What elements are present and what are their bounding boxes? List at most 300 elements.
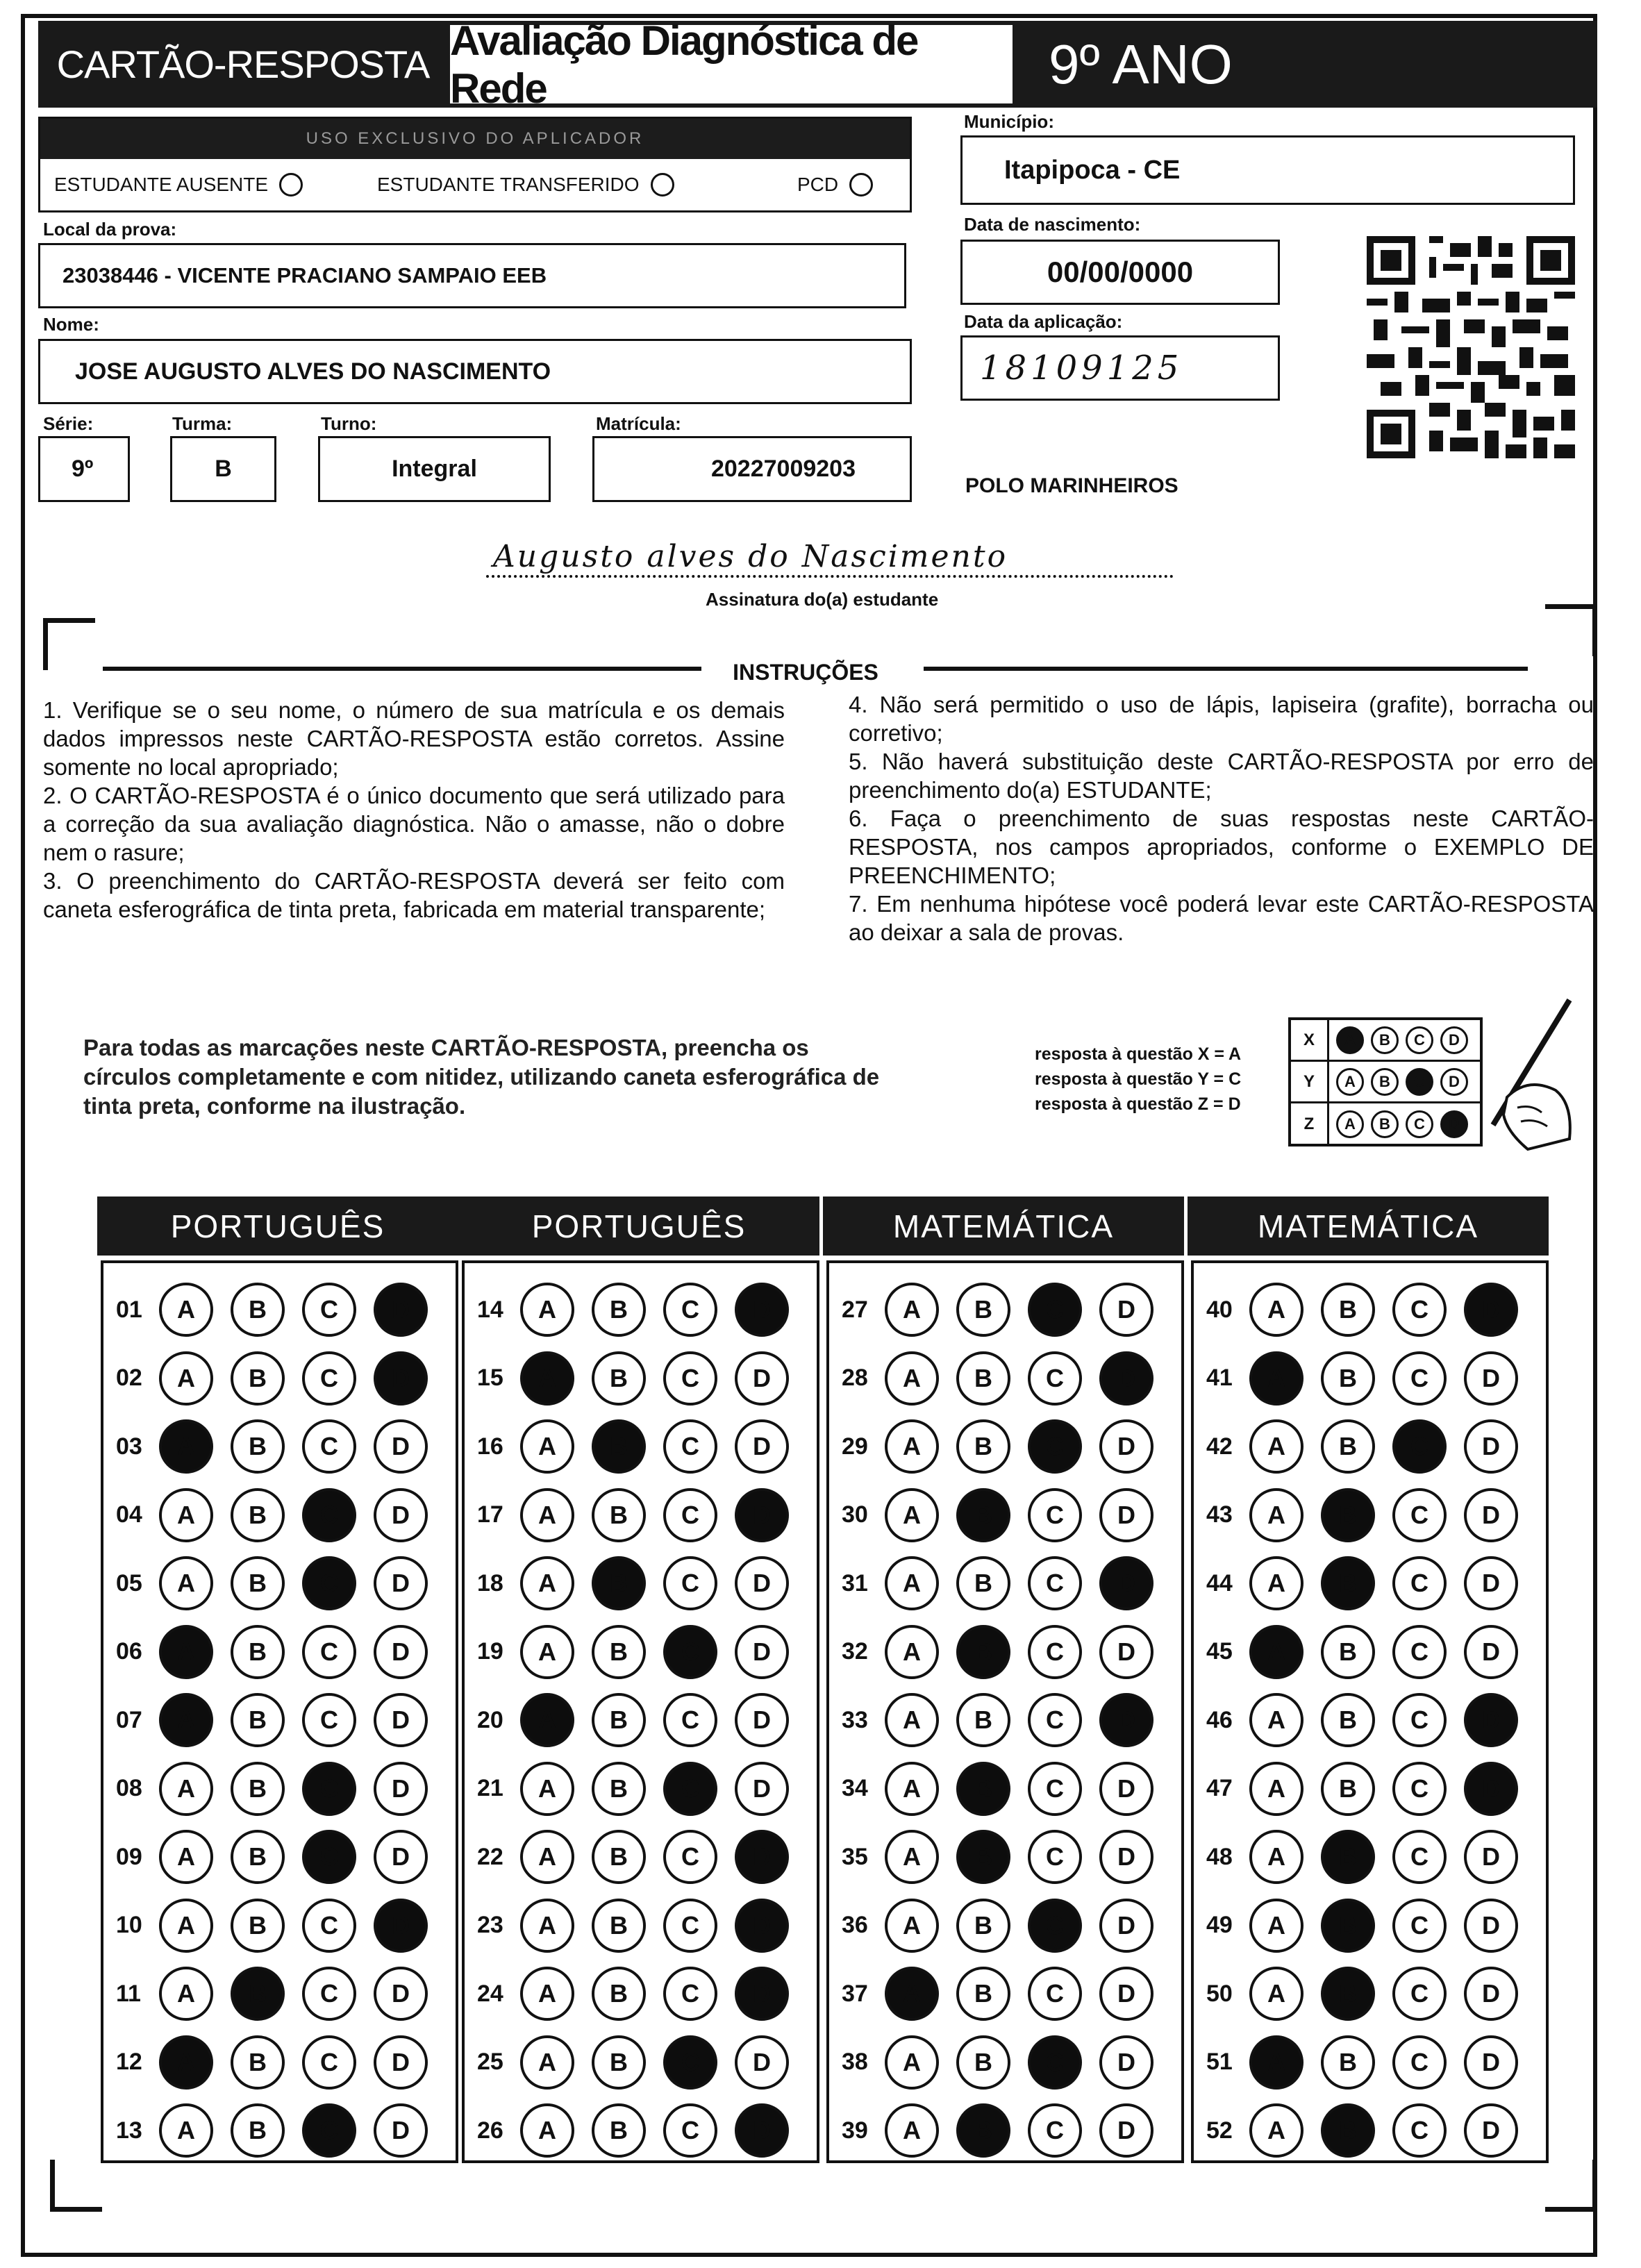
answer-bubble-b[interactable]: B: [956, 2035, 1010, 2090]
answer-bubble-c[interactable]: C: [1392, 1488, 1447, 1542]
answer-bubble-b[interactable]: B: [231, 1830, 285, 1884]
answer-bubble-c[interactable]: C: [302, 2035, 356, 2090]
answer-bubble-d[interactable]: D: [1464, 1625, 1518, 1679]
pcd-option[interactable]: [797, 173, 873, 197]
answer-bubble-b[interactable]: B: [231, 1967, 285, 2021]
question-row: [1194, 2099, 1546, 2162]
answer-bubble-a[interactable]: A: [520, 1830, 574, 1884]
answer-bubble-b[interactable]: B: [956, 1967, 1010, 2021]
answer-bubble-c[interactable]: C: [663, 2103, 717, 2158]
answer-bubble-a[interactable]: A: [1249, 1625, 1303, 1679]
answer-bubble-a[interactable]: A: [1249, 1693, 1303, 1747]
question-number: 20: [477, 1706, 503, 1733]
answer-bubble-c[interactable]: C: [302, 1899, 356, 1953]
answer-bubble-c[interactable]: C: [1028, 1693, 1082, 1747]
answer-bubble-a[interactable]: A: [885, 1488, 939, 1542]
answer-bubble-c[interactable]: C: [1392, 1693, 1447, 1747]
answer-bubble-c[interactable]: C: [663, 1625, 717, 1679]
answer-bubble-a[interactable]: A: [1249, 2035, 1303, 2090]
question-row: [829, 2099, 1181, 2162]
answer-bubble-a[interactable]: A: [520, 2103, 574, 2158]
answer-bubble-a[interactable]: A: [520, 1625, 574, 1679]
pcd-label: PCD: [797, 174, 839, 195]
answer-bubble-d[interactable]: D: [374, 1899, 428, 1953]
answer-bubble-d[interactable]: D: [374, 1488, 428, 1542]
answer-bubble-b[interactable]: B: [1321, 1556, 1375, 1610]
answer-bubble-c[interactable]: C: [1392, 1762, 1447, 1816]
answer-bubble-d[interactable]: D: [1464, 1762, 1518, 1816]
answer-bubble-d[interactable]: D: [735, 1762, 789, 1816]
question-row: [465, 1689, 817, 1751]
question-row: [103, 1415, 456, 1478]
answer-bubble-d[interactable]: D: [374, 1283, 428, 1337]
answer-bubble-b[interactable]: B: [231, 2035, 285, 2090]
answer-bubble-d[interactable]: D: [374, 2103, 428, 2158]
answer-bubble-d[interactable]: D: [374, 1967, 428, 2021]
name-field: JOSE AUGUSTO ALVES DO NASCIMENTO: [38, 339, 912, 404]
answer-bubble-c[interactable]: C: [663, 2035, 717, 2090]
answer-bubble-c[interactable]: C: [663, 1899, 717, 1953]
answer-bubble-b[interactable]: B: [592, 1693, 646, 1747]
answer-bubble-a[interactable]: A: [1249, 1830, 1303, 1884]
instruction-1: 1. Verifique se o seu nome, o número de sua matrícula e os demais dados impressos neste CARTÃO-RESPOSTA estão corretos. Assine somente no local apropriado;: [43, 697, 785, 780]
answer-bubble-c[interactable]: C: [302, 1830, 356, 1884]
answer-bubble-d[interactable]: D: [735, 1967, 789, 2021]
answer-bubble-b[interactable]: B: [1321, 1488, 1375, 1542]
answer-bubble-b[interactable]: B: [231, 1351, 285, 1406]
answer-bubble-c[interactable]: C: [302, 1762, 356, 1816]
question-number: 41: [1206, 1365, 1233, 1391]
answer-bubble-d[interactable]: D: [1099, 1351, 1153, 1406]
question-number: 31: [842, 1569, 868, 1596]
question-row: [103, 1278, 456, 1341]
instruction-6: 6. Faça o preenchimento de suas respostas neste CARTÃO-RESPOSTA, nos campos apropriados, conforme o EXEMPLO DE PREENCHIMENTO;: [849, 806, 1594, 888]
question-row: [103, 1962, 456, 2025]
question-number: 46: [1206, 1706, 1233, 1733]
answer-bubble-c[interactable]: C: [302, 1556, 356, 1610]
answer-bubble-b[interactable]: B: [231, 1625, 285, 1679]
answer-bubble-c[interactable]: C: [302, 1351, 356, 1406]
answer-bubble-d[interactable]: D: [735, 2103, 789, 2158]
answer-bubble-b[interactable]: B: [1321, 1351, 1375, 1406]
answer-bubble-a[interactable]: A: [520, 1762, 574, 1816]
answer-bubble-a[interactable]: A: [520, 1899, 574, 1953]
answer-bubble-a[interactable]: A: [520, 1283, 574, 1337]
answer-bubble-d[interactable]: D: [1099, 1693, 1153, 1747]
answer-bubble-a[interactable]: A: [885, 1625, 939, 1679]
answer-bubble-b[interactable]: B: [956, 1625, 1010, 1679]
answer-bubble-c[interactable]: C: [663, 1830, 717, 1884]
answer-bubble-b[interactable]: B: [592, 1419, 646, 1474]
answer-bubble-b[interactable]: B: [592, 1830, 646, 1884]
answer-bubble-b[interactable]: B: [1321, 1283, 1375, 1337]
answer-bubble-b[interactable]: B: [592, 1488, 646, 1542]
answer-bubble-a[interactable]: A: [885, 1693, 939, 1747]
answer-bubble-d[interactable]: D: [1464, 1351, 1518, 1406]
answer-bubble-c[interactable]: C: [302, 1283, 356, 1337]
answer-bubble-b[interactable]: B: [231, 1556, 285, 1610]
question-number: 36: [842, 1912, 868, 1938]
transferred-option[interactable]: [377, 173, 674, 197]
question-number: 27: [842, 1296, 868, 1323]
answer-bubble-a[interactable]: A: [159, 1899, 213, 1953]
answer-bubble-d[interactable]: D: [735, 1419, 789, 1474]
answer-bubble-d[interactable]: D: [1099, 2035, 1153, 2090]
answer-bubble-a[interactable]: A: [159, 1693, 213, 1747]
answer-bubble-d[interactable]: D: [374, 1419, 428, 1474]
signature-line: [486, 575, 1174, 578]
answer-bubble-b[interactable]: B: [592, 2035, 646, 2090]
question-row: [465, 2099, 817, 2162]
answer-bubble-b[interactable]: B: [1321, 1830, 1375, 1884]
question-row: [465, 1621, 817, 1683]
municipio-field: Itapipoca - CE: [960, 135, 1575, 205]
answer-bubble-c[interactable]: C: [1028, 1488, 1082, 1542]
applicator-bar: USO EXCLUSIVO DO APLICADOR: [40, 119, 910, 159]
question-row: [465, 2031, 817, 2094]
answer-bubble-c[interactable]: C: [663, 1762, 717, 1816]
question-number: 40: [1206, 1296, 1233, 1323]
answer-bubble-b[interactable]: B: [231, 1488, 285, 1542]
example-row-label: Y: [1291, 1062, 1329, 1101]
answer-bubble-a[interactable]: A: [885, 1351, 939, 1406]
answer-bubble-c[interactable]: C: [302, 1693, 356, 1747]
answer-bubble-c[interactable]: C: [663, 1556, 717, 1610]
answer-bubble-c[interactable]: C: [1028, 1830, 1082, 1884]
answer-bubble-b[interactable]: B: [592, 1283, 646, 1337]
answer-bubble-d[interactable]: D: [735, 1556, 789, 1610]
question-row: [103, 1758, 456, 1820]
answer-bubble-d[interactable]: D: [1464, 2103, 1518, 2158]
answer-bubble-b[interactable]: B: [592, 1762, 646, 1816]
answer-bubble-d[interactable]: D: [1464, 1899, 1518, 1953]
question-number: 30: [842, 1501, 868, 1528]
answer-bubble-d[interactable]: D: [1099, 1830, 1153, 1884]
answer-bubble-d[interactable]: D: [735, 2035, 789, 2090]
question-number: 34: [842, 1775, 868, 1801]
answer-bubble-a[interactable]: A: [885, 2103, 939, 2158]
answer-bubble-d[interactable]: D: [1099, 2103, 1153, 2158]
question-number: 23: [477, 1912, 503, 1938]
answer-bubble-a[interactable]: A: [1249, 1762, 1303, 1816]
answer-bubble-b[interactable]: B: [1321, 2035, 1375, 2090]
question-number: 19: [477, 1638, 503, 1665]
answer-bubble-d[interactable]: D: [1099, 1625, 1153, 1679]
instructions-title: INSTRUÇÕES: [733, 660, 878, 685]
signature-area[interactable]: [486, 539, 1174, 581]
answer-bubble-b[interactable]: B: [956, 1899, 1010, 1953]
question-row: [465, 1278, 817, 1341]
answer-bubble-c[interactable]: C: [663, 1419, 717, 1474]
answer-bubble-a[interactable]: A: [885, 1967, 939, 2021]
answer-bubble-a[interactable]: A: [885, 1762, 939, 1816]
question-row: [465, 1415, 817, 1478]
answer-bubble-b[interactable]: B: [956, 1693, 1010, 1747]
answer-bubble-a[interactable]: A: [159, 1556, 213, 1610]
answer-bubble-a[interactable]: A: [159, 1488, 213, 1542]
answer-bubble-c[interactable]: C: [1028, 1762, 1082, 1816]
municipio-label: Município:: [964, 111, 1054, 132]
answer-bubble-d[interactable]: D: [374, 1556, 428, 1610]
question-number: 48: [1206, 1843, 1233, 1870]
answer-bubble-b[interactable]: B: [956, 1351, 1010, 1406]
answer-bubble-c[interactable]: C: [663, 1351, 717, 1406]
signature-text: Augusto alves do Nascimento: [493, 539, 1008, 574]
answer-bubble-d[interactable]: D: [735, 1830, 789, 1884]
answer-bubble-c[interactable]: C: [1028, 1419, 1082, 1474]
question-row: [465, 1894, 817, 1957]
answer-bubble-d[interactable]: D: [374, 1351, 428, 1406]
answer-bubble-b[interactable]: B: [1321, 1419, 1375, 1474]
answer-bubble-d[interactable]: D: [1099, 1283, 1153, 1337]
question-row: [1194, 1552, 1546, 1615]
answer-bubble-c[interactable]: C: [1392, 1830, 1447, 1884]
question-row: [465, 1552, 817, 1615]
answer-bubble-d[interactable]: D: [374, 1762, 428, 1816]
answer-bubble-d[interactable]: D: [735, 1488, 789, 1542]
question-row: [1194, 1347, 1546, 1410]
answer-bubble-b[interactable]: B: [231, 1693, 285, 1747]
answer-bubble-a[interactable]: A: [520, 1419, 574, 1474]
answer-bubble-c[interactable]: C: [1028, 1556, 1082, 1610]
answer-bubble-c[interactable]: C: [663, 1488, 717, 1542]
answer-bubble-a[interactable]: A: [1249, 1967, 1303, 2021]
column-header: MATEMÁTICA: [1188, 1196, 1549, 1256]
question-number: 38: [842, 2049, 868, 2075]
answer-bubble-c[interactable]: C: [663, 1967, 717, 2021]
question-row: [1194, 1621, 1546, 1683]
question-row: [1194, 2031, 1546, 2094]
answer-bubble-b[interactable]: B: [592, 1967, 646, 2021]
qr-code: [1367, 236, 1575, 458]
answer-bubble-c[interactable]: C: [1392, 1899, 1447, 1953]
answer-bubble-c[interactable]: C: [663, 1283, 717, 1337]
answer-bubble-a[interactable]: A: [885, 1419, 939, 1474]
answer-bubble-d[interactable]: D: [1464, 1556, 1518, 1610]
corner-mark-tl: [43, 618, 95, 670]
answer-bubble-b[interactable]: B: [231, 1899, 285, 1953]
answer-bubble-c[interactable]: C: [1028, 2035, 1082, 2090]
question-number: 11: [116, 1980, 141, 2007]
answer-bubble-a[interactable]: A: [159, 1419, 213, 1474]
question-number: 32: [842, 1638, 868, 1665]
answer-bubble-a[interactable]: A: [885, 1283, 939, 1337]
example-bubble-a: A: [1336, 1026, 1364, 1054]
answer-bubble-c[interactable]: C: [663, 1693, 717, 1747]
answer-column: [826, 1260, 1184, 2163]
question-number: 29: [842, 1433, 868, 1460]
answer-bubble-b[interactable]: B: [592, 1625, 646, 1679]
answer-bubble-d[interactable]: D: [1464, 1283, 1518, 1337]
answer-bubble-b[interactable]: B: [1321, 1899, 1375, 1953]
answer-bubble-b[interactable]: B: [231, 2103, 285, 2158]
question-row: [829, 1484, 1181, 1546]
example-grid: [1288, 1017, 1483, 1146]
answer-bubble-c[interactable]: C: [302, 2103, 356, 2158]
answer-bubble-a[interactable]: A: [159, 2103, 213, 2158]
answer-bubble-b[interactable]: B: [956, 2103, 1010, 2158]
answer-bubble-c[interactable]: C: [302, 1419, 356, 1474]
question-row: [829, 1621, 1181, 1683]
example-bubble-b: B: [1371, 1068, 1399, 1096]
answer-bubble-b[interactable]: B: [1321, 1625, 1375, 1679]
answer-bubble-c[interactable]: C: [1028, 1283, 1082, 1337]
example-row: [1291, 1062, 1480, 1103]
answer-bubble-d[interactable]: D: [735, 1283, 789, 1337]
answer-bubble-d[interactable]: D: [735, 1625, 789, 1679]
answer-bubble-c[interactable]: C: [302, 1625, 356, 1679]
instruction-7: 7. Em nenhuma hipótese você poderá levar este CARTÃO-RESPOSTA ao deixar a sala de provas.: [849, 891, 1594, 945]
answer-bubble-b[interactable]: B: [956, 1556, 1010, 1610]
answer-bubble-a[interactable]: A: [1249, 1351, 1303, 1406]
example-bubble-c: C: [1406, 1068, 1433, 1096]
answer-bubble-b[interactable]: B: [592, 2103, 646, 2158]
answer-bubble-b[interactable]: B: [231, 1283, 285, 1337]
question-row: [829, 1689, 1181, 1751]
answer-bubble-a[interactable]: A: [159, 1762, 213, 1816]
answer-bubble-a[interactable]: A: [159, 1351, 213, 1406]
answer-bubble-b[interactable]: B: [1321, 1762, 1375, 1816]
question-number: 12: [116, 2049, 142, 2075]
answer-bubble-d[interactable]: D: [1464, 1693, 1518, 1747]
answer-bubble-c[interactable]: C: [302, 1967, 356, 2021]
answer-bubble-d[interactable]: D: [374, 1830, 428, 1884]
example-text: Para todas as marcações neste CARTÃO-RESPOSTA, preencha os círculos completamente e com nitidez, utilizando caneta esferográfica de tinta preta, conforme na ilustração.: [83, 1035, 880, 1119]
answer-bubble-b[interactable]: B: [956, 1762, 1010, 1816]
question-row: [103, 1621, 456, 1683]
answer-bubble-c[interactable]: C: [1028, 1967, 1082, 2021]
answer-bubble-a[interactable]: A: [159, 1830, 213, 1884]
answer-bubble-a[interactable]: A: [1249, 2103, 1303, 2158]
answer-bubble-c[interactable]: C: [302, 1488, 356, 1542]
answer-bubble-d[interactable]: D: [374, 1693, 428, 1747]
answer-bubble-c[interactable]: C: [1392, 2035, 1447, 2090]
answer-bubble-c[interactable]: C: [1392, 2103, 1447, 2158]
answer-bubble-c[interactable]: C: [1392, 1967, 1447, 2021]
answer-bubble-a[interactable]: A: [1249, 1283, 1303, 1337]
question-number: 42: [1206, 1433, 1233, 1460]
example-bubble-b: B: [1371, 1026, 1399, 1054]
answer-bubble-b[interactable]: B: [1321, 2103, 1375, 2158]
answer-bubble-b[interactable]: B: [1321, 1967, 1375, 2021]
answer-bubble-a[interactable]: A: [885, 1830, 939, 1884]
question-row: [103, 2031, 456, 2094]
answer-bubble-d[interactable]: D: [1464, 1967, 1518, 2021]
question-number: 52: [1206, 2117, 1233, 2144]
corner-mark-br: [1545, 2160, 1597, 2212]
answer-bubble-a[interactable]: A: [520, 1967, 574, 2021]
answer-bubble-c[interactable]: C: [1392, 1625, 1447, 1679]
answer-bubble-d[interactable]: D: [735, 1899, 789, 1953]
signature-caption: Assinatura do(a) estudante: [706, 589, 939, 610]
question-row: [829, 1278, 1181, 1341]
answer-bubble-b[interactable]: B: [231, 1762, 285, 1816]
answer-bubble-d[interactable]: D: [1464, 2035, 1518, 2090]
instruction-2: 2. O CARTÃO-RESPOSTA é o único documento que será utilizado para a correção da sua avaliação diagnóstica. Não o amasse, não o dobre nem o rasure;: [43, 783, 785, 865]
answer-bubble-d[interactable]: D: [1464, 1488, 1518, 1542]
example-bubble-a: A: [1336, 1110, 1364, 1138]
answer-bubble-c[interactable]: C: [1028, 1899, 1082, 1953]
answer-bubble-b[interactable]: B: [231, 1419, 285, 1474]
absent-circle[interactable]: [279, 173, 303, 197]
answer-bubble-d[interactable]: D: [1099, 1488, 1153, 1542]
answer-bubble-c[interactable]: C: [1392, 1419, 1447, 1474]
birth-label: Data de nascimento:: [964, 214, 1141, 235]
answer-bubble-c[interactable]: C: [1028, 1625, 1082, 1679]
answer-bubble-b[interactable]: B: [1321, 1693, 1375, 1747]
answer-bubble-c[interactable]: C: [1392, 1283, 1447, 1337]
answer-bubble-a[interactable]: A: [159, 1967, 213, 2021]
answer-bubble-a[interactable]: A: [520, 2035, 574, 2090]
turma-field: B: [170, 436, 276, 502]
question-row: [1194, 1894, 1546, 1957]
answer-bubble-d[interactable]: D: [1464, 1419, 1518, 1474]
example-bubble-b: B: [1371, 1110, 1399, 1138]
answer-bubble-a[interactable]: A: [520, 1351, 574, 1406]
question-row: [1194, 1484, 1546, 1546]
answer-bubble-c[interactable]: C: [1028, 1351, 1082, 1406]
answer-bubble-c[interactable]: C: [1392, 1351, 1447, 1406]
answer-bubble-a[interactable]: A: [885, 1899, 939, 1953]
answer-bubble-a[interactable]: A: [159, 2035, 213, 2090]
answer-bubble-c[interactable]: C: [1392, 1556, 1447, 1610]
example-legend: [1035, 1042, 1241, 1117]
answer-bubble-d[interactable]: D: [735, 1693, 789, 1747]
transferred-circle[interactable]: [651, 173, 674, 197]
question-number: 13: [116, 2117, 142, 2144]
answer-bubble-b[interactable]: B: [592, 1556, 646, 1610]
answer-bubble-d[interactable]: D: [1464, 1830, 1518, 1884]
answer-bubble-d[interactable]: D: [1099, 1556, 1153, 1610]
answer-bubble-a[interactable]: A: [1249, 1899, 1303, 1953]
question-number: 44: [1206, 1569, 1233, 1596]
question-row: [829, 1758, 1181, 1820]
question-number: 15: [477, 1365, 503, 1391]
answer-bubble-a[interactable]: A: [159, 1625, 213, 1679]
answer-bubble-a[interactable]: A: [885, 1556, 939, 1610]
answer-bubble-a[interactable]: A: [1249, 1419, 1303, 1474]
answer-bubble-d[interactable]: D: [735, 1351, 789, 1406]
answer-bubble-b[interactable]: B: [592, 1351, 646, 1406]
answer-bubble-a[interactable]: A: [520, 1488, 574, 1542]
answer-bubble-b[interactable]: B: [956, 1283, 1010, 1337]
answer-bubble-a[interactable]: A: [520, 1556, 574, 1610]
question-row: [465, 1758, 817, 1820]
answer-bubble-a[interactable]: A: [1249, 1488, 1303, 1542]
answer-bubble-b[interactable]: B: [956, 1830, 1010, 1884]
pcd-circle[interactable]: [849, 173, 873, 197]
answer-bubble-a[interactable]: A: [159, 1283, 213, 1337]
answer-bubble-d[interactable]: D: [1099, 1419, 1153, 1474]
question-number: 07: [116, 1706, 142, 1733]
answer-bubble-d[interactable]: D: [374, 1625, 428, 1679]
answer-bubble-d[interactable]: D: [1099, 1967, 1153, 2021]
absent-option[interactable]: [54, 173, 303, 197]
answer-bubble-c[interactable]: C: [1028, 2103, 1082, 2158]
answer-bubble-b[interactable]: B: [956, 1419, 1010, 1474]
answer-bubble-d[interactable]: D: [1099, 1762, 1153, 1816]
answer-bubble-d[interactable]: D: [374, 2035, 428, 2090]
answer-bubble-d[interactable]: D: [1099, 1899, 1153, 1953]
answer-bubble-b[interactable]: B: [956, 1488, 1010, 1542]
answer-bubble-a[interactable]: A: [520, 1693, 574, 1747]
matricula-label: Matrícula:: [596, 413, 681, 434]
question-number: 37: [842, 1980, 868, 2007]
answer-bubble-b[interactable]: B: [592, 1899, 646, 1953]
example-bubble-c: C: [1406, 1026, 1433, 1054]
answer-bubble-a[interactable]: A: [1249, 1556, 1303, 1610]
answer-bubble-a[interactable]: A: [885, 2035, 939, 2090]
